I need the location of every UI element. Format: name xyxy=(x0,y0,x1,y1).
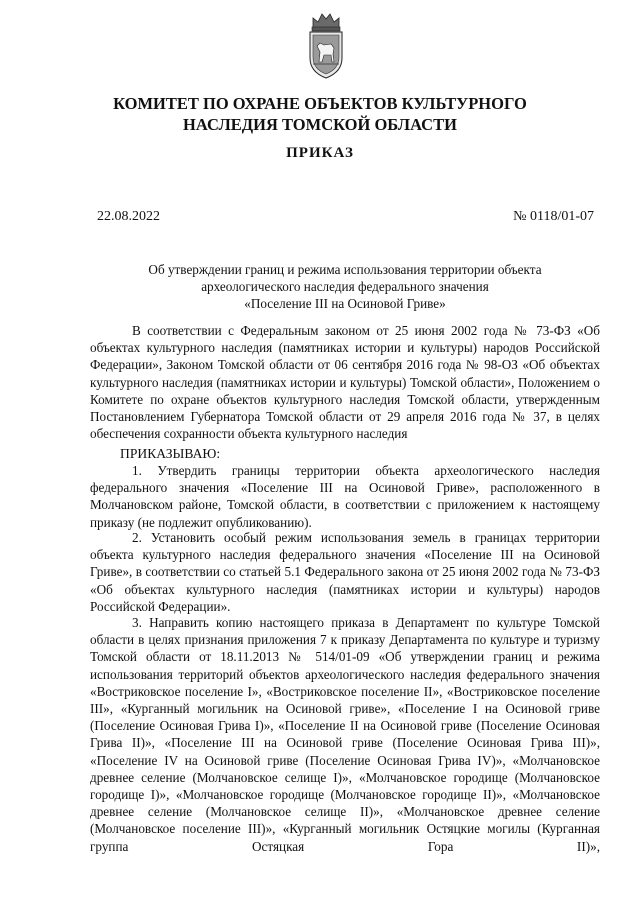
tomsk-region-coat-of-arms-emblem xyxy=(305,10,347,80)
document-title-line-1: Об утверждении границ и режима использования территории объекта xyxy=(148,262,542,277)
issuing-authority-line-2: НАСЛЕДИЯ ТОМСКОЙ ОБЛАСТИ xyxy=(183,115,457,134)
order-keyword: ПРИКАЗЫВАЮ: xyxy=(120,446,221,461)
order-item-3: 3. Направить копию настоящего приказа в Департамент по культуре Томской области в целях признания приложения 7 к приказу Департамента по культуре и туризму Томской области от 18.11.2013 № 514/01-09 «Об утверждении границ и режима использования территорий объектов археологического наследия федерального значения «Востриковское поселение I», «Востриковское поселение II», «Востриковское поселение III», «Курганный могильник на Осиновой гриве», «Поселение I на Осиновой гриве (Поселение Осиновая Грива I)», «Поселение II на Осиновой гриве (Поселение Осиновая Грива II)», «Поселение III на Осиновой гриве (Поселение Осиновая Грива III)», «Поселение IV на Осиновой гриве (Поселение Осиновая Грива IV)», «Молчановское древнее селение (Молчановское селище I)», «Молчановское городище (Молчановское городище I)», «Молчановское городище (Молчановское городище II)», «Молчановское древнее селение (Молчановское селище II)», «Молчановское древнее селение (Молчановское поселение III)», «Курганный могильник Остяцкие могилы (Курганная группа Остяцкая Гора II)», xyxy=(90,615,600,854)
order-item-2: 2. Установить особый режим использования земель в границах территории объекта культурного наследия федерального значения «Поселение III на Осиновой Гриве», в соответствии со статьей 5.1 Федерального закона от 25 июня 2002 года № 73-ФЗ «Об объектах культурного наследия (памятниках истории и культуры) народов Российской Федерации». xyxy=(90,530,600,614)
document-type-heading: ПРИКАЗ xyxy=(286,145,354,161)
document-number: № 0118/01-07 xyxy=(513,209,594,224)
issuing-authority-line-1: КОМИТЕТ ПО ОХРАНЕ ОБЪЕКТОВ КУЛЬТУРНОГО xyxy=(113,94,527,113)
order-item-1: 1. Утвердить границы территории объекта археологического наследия федерального значения «Поселение III на Осиновой Гриве», расположенного в Молчановском районе, Томской области, в соответствии с приложением к настоящему приказу (не подлежит опубликованию). xyxy=(90,463,600,530)
document-title-line-3: «Поселение III на Осиновой Гриве» xyxy=(244,296,446,311)
document-date: 22.08.2022 xyxy=(97,209,160,224)
preamble-paragraph: В соответствии с Федеральным законом от 25 июня 2002 года № 73-ФЗ «Об объектах культурного наследия (памятниках истории и культуры) народов Российской Федерации», Законом Томской области от 06 сентября 2016 года № 98-ОЗ «Об объектах культурного наследия (памятниках истории и культуры) Томской области», Положением о Комитете по охране объектов культурного наследия Томской области, утвержденным Постановлением Губернатора Томской области от 29 апреля 2016 года № 37, в целях обеспечения сохранности объекта культурного наследия xyxy=(90,323,600,442)
document-title-line-2: археологического наследия федерального значения xyxy=(201,279,489,294)
